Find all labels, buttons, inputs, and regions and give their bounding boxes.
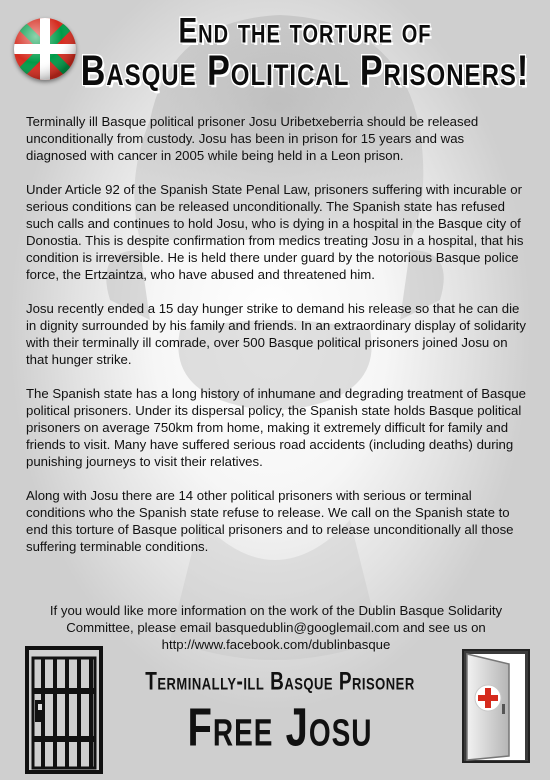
headline <box>80 11 530 95</box>
headline-line-2: Basque Political Prisoners! <box>80 47 530 95</box>
contact-url[interactable]: http://www.facebook.com/dublinbasque <box>161 637 391 652</box>
banner <box>110 668 450 758</box>
contact-line-1: If you would like more information on the work of the Dublin Basque Solidarity <box>49 603 503 618</box>
body-text <box>26 113 526 572</box>
paragraph-5: Along with Josu there are 14 other political prisoners with serious or terminal conditions who the Spanish state refuse to release. We call on the Spanish state to end this torture of Basque political prisoners and to release unconditionally all those suffering terminable conditions. <box>26 488 514 554</box>
paragraph-1: Terminally ill Basque political prisoner Josu Uribetxeberria should be released unconditionally from custody. Josu has been in prison for 15 years and was diagnosed with cancer in 2005 while being held in a Leon prison. <box>26 114 479 163</box>
paragraph-4: The Spanish state has a long history of inhumane and degrading treatment of Basque political prisoners. Under its dispersal policy, the Spanish state holds Basque political prisoners on average 750km from home, making it extremely difficult for family and friends to visit. Many have suffered serious road accidents (including deaths) during punishing journeys to visit their relatives. <box>26 386 526 469</box>
open-door-icon <box>457 646 535 766</box>
banner-subtitle: Terminally-ill Basque Prisoner <box>145 668 415 696</box>
paragraph-2: Under Article 92 of the Spanish State Penal Law, prisoners suffering with incurable or serious conditions can be released unconditionally. The Spanish state has refused such calls and continues to hold Josu, who is dying in a hospital in the Basque city of Donostia. This is despite confirmation from medics treating Josu in a hospital, that his condition is irreversible. He is held there under guard by the notorious Basque police force, the Ertzaintza, who have abused and threatened him. <box>26 182 524 282</box>
basque-flag-icon <box>14 18 76 80</box>
headline-line-1: End the torture of <box>178 11 432 50</box>
contact-line-2: Committee, please email basquedublin@googlemail.com and see us on <box>66 620 486 635</box>
banner-title: Free Josu <box>187 698 373 758</box>
paragraph-3: Josu recently ended a 15 day hunger strike to demand his release so that he can die in dignity surrounded by his family and friends. In an extraordinary display of solidarity with their terminally ill comrade, over 500 Basque political prisoners joined Josu on that hunger strike. <box>26 301 526 367</box>
prison-cell-icon <box>25 646 103 774</box>
